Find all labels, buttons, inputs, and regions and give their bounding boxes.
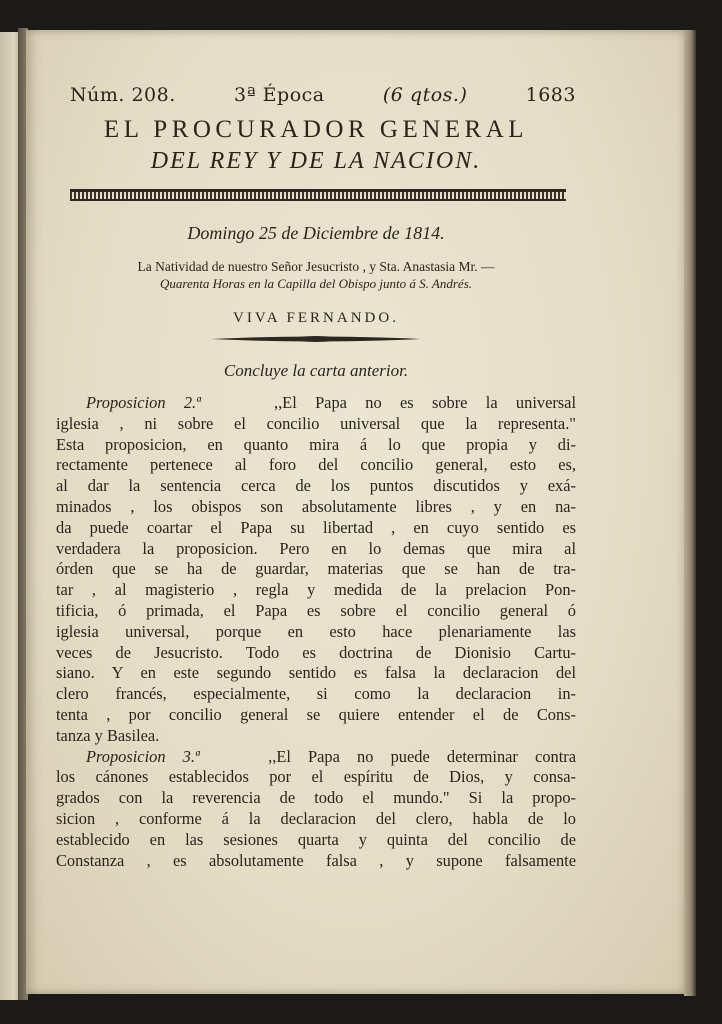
text-line: órden que se ha de guardar, materias que se han de tra- [56,559,576,579]
text-line: iglesia , ni sobre el concilio universal que la representa." [56,413,576,433]
text-line: establecido en las sesiones quarta y quinta del concilio de [56,829,576,849]
section-title: Concluye la carta anterior. [223,361,409,380]
text-line: al dar la sentencia cerca de los puntos discutidos y exá- [56,476,576,496]
proposition-label: Proposicion 2.ª [86,393,201,412]
text-line: tanza y Basilea. [56,725,160,745]
text-line: tar , al magisterio , regla y medida de la prelacion Pon- [56,580,576,600]
feast-line-1: La Natividad de nuestro Señor Jesucristo , y Sta. Anastasia Mr. — [137,259,495,274]
text-line: minados , los obispos son absolutamente libres , y en na- [56,496,576,516]
motto: VIVA FERNANDO. [233,310,399,326]
masthead-title: EL PROCURADOR GENERAL [103,116,529,143]
text-line: tificia, ó primada, el Papa es sobre el concilio general ó [56,600,576,620]
facing-page-edge [0,32,20,1000]
text-line: Proposicion 3.ª ,,El Papa no puede determinar contra [86,746,576,766]
text-line: rectamente pertenece al foro del concilio general, esto es, [56,455,576,475]
text-line: Constanza , es absolutamente falsa , y supone falsamente [56,850,576,870]
text-line: clero francés, especialmente, si como la declaracion in- [56,684,576,704]
dateline: Domingo 25 de Diciembre de 1814. [187,223,445,243]
issue-number: Núm. 208. [70,84,176,106]
text-line: sicion , conforme á la declaracion del clero, habla de lo [56,808,576,828]
text-line: iglesia universal, porque en esto hace plenariamente las [56,621,576,641]
text-line: tenta , por concilio general se quiere entender el de Cons- [56,704,576,724]
ornament-rule-graphic [211,335,421,343]
text-line: grados con la reverencia de todo el mundo." Si la propo- [56,788,576,808]
text-line: veces de Jesucristo. Todo es doctrina de Dionisio Cartu- [56,642,576,662]
masthead-rule [70,189,566,201]
feast-line-2: Quarenta Horas en la Capilla del Obispo junto á S. Andrés. [160,276,472,291]
text-line: verdadera la proposicion. Pero en lo demas que mira al [56,538,576,558]
ornament-rule [211,335,421,343]
running-head [56,84,576,106]
page-number: 1683 [525,84,576,106]
text-line: siano. Y en este segundo sentido es falsa la declaracion del [56,663,576,683]
page-content [56,84,576,871]
epoch-label: 3ª Época [234,84,325,106]
text-line: los cánones establecidos por el espíritu de Dios, y consa- [56,767,576,787]
proposition-label: Proposicion 3.ª [86,746,200,766]
page-stack-edge [684,30,696,996]
article-body [56,393,576,871]
feast-notice [56,258,576,292]
format-label: (6 qtos.) [382,84,468,106]
masthead-subtitle: DEL REY Y DE LA NACION. [150,148,482,174]
text-line: da puede coartar el Papa su libertad , en cuyo sentido es [56,517,576,537]
text-line: Proposicion 2.ª ,,El Papa no es sobre la universal [86,393,577,412]
text-line: Esta proposicion, en quanto mira á lo que propia y di- [56,434,576,454]
